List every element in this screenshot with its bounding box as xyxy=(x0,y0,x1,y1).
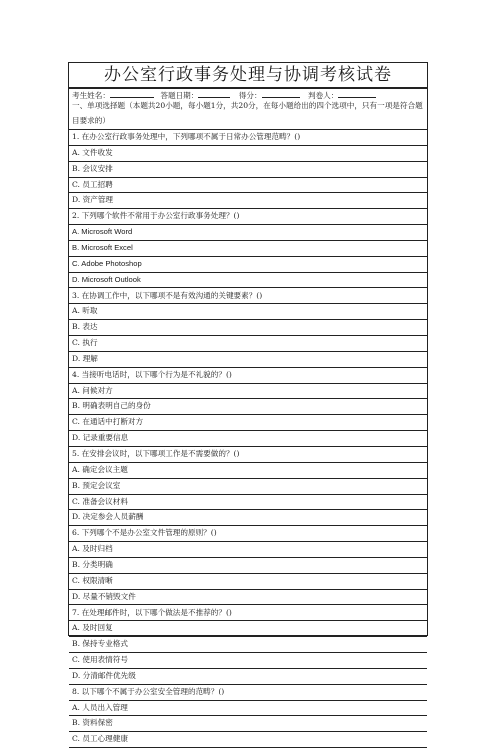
answer-option[interactable]: A. 及时归档 xyxy=(69,542,427,558)
question-stem: 1. 在办公室行政事务处理中，下列哪项不属于日常办公管理范畴？() xyxy=(69,130,427,146)
score-label: 得分： xyxy=(238,91,262,99)
grader-blank[interactable] xyxy=(338,88,376,98)
answer-option[interactable]: D. Microsoft Outlook xyxy=(69,273,427,289)
score-blank[interactable] xyxy=(262,88,300,98)
answer-option[interactable]: B. 保持专业格式 xyxy=(69,637,427,653)
answer-option[interactable]: C. 员工心理健康 xyxy=(69,732,427,748)
answer-option[interactable]: B. 会议安排 xyxy=(69,162,427,178)
question-stem: 5. 在安排会议时，以下哪项工作是不需要做的？() xyxy=(69,447,427,463)
answer-option[interactable]: D. 尽量不销毁文件 xyxy=(69,590,427,606)
date-blank[interactable] xyxy=(198,88,230,98)
answer-option[interactable]: A. 听取 xyxy=(69,304,427,320)
exam-paper xyxy=(68,62,428,744)
answer-option[interactable]: B. 预定会议室 xyxy=(69,479,427,495)
question-stem: 8. 以下哪个不属于办公室安全管理的范畴？() xyxy=(69,685,427,701)
answer-option[interactable]: B. 分类明确 xyxy=(69,558,427,574)
answer-option[interactable]: B. 明确表明自己的身份 xyxy=(69,399,427,415)
answer-option[interactable]: A. 及时回复 xyxy=(69,621,427,637)
answer-option[interactable]: C. 员工招聘 xyxy=(69,178,427,194)
name-blank[interactable] xyxy=(110,88,154,98)
answer-option[interactable]: A. 确定会议主题 xyxy=(69,463,427,479)
answer-option[interactable]: C. 在通话中打断对方 xyxy=(69,415,427,431)
answer-option[interactable]: B. Microsoft Excel xyxy=(69,241,427,257)
date-label: 答题日期： xyxy=(160,91,199,99)
answer-option[interactable]: B. 表达 xyxy=(69,320,427,336)
answer-option[interactable]: A. 文件收发 xyxy=(69,146,427,162)
question-stem: 2. 下列哪个软件不常用于办公室行政事务处理？() xyxy=(69,209,427,225)
answer-option[interactable]: B. 资料保密 xyxy=(69,716,427,732)
answer-option[interactable]: A. 人员出入管理 xyxy=(69,701,427,717)
answer-option[interactable]: C. Adobe Photoshop xyxy=(69,257,427,273)
answer-option[interactable]: A. Microsoft Word xyxy=(69,225,427,241)
question-stem: 3. 在协调工作中，以下哪项不是有效沟通的关键要素？() xyxy=(69,289,427,305)
answer-option[interactable]: C. 执行 xyxy=(69,336,427,352)
section-instructions: 一、单项选择题（本题共20小题，每小题1分，共20分，在每小题给出的四个选项中，只有一项是符合题目要求的） xyxy=(69,98,427,130)
answer-option[interactable]: C. 准备会议材料 xyxy=(69,495,427,511)
page-title: 办公室行政事务处理与协调考核试卷 xyxy=(69,63,427,88)
answer-option[interactable]: A. 问候对方 xyxy=(69,384,427,400)
answer-option[interactable]: D. 理解 xyxy=(69,352,427,368)
answer-option[interactable]: D. 资产管理 xyxy=(69,193,427,209)
answer-option[interactable]: C. 使用表情符号 xyxy=(69,653,427,669)
grader-label: 判卷人： xyxy=(307,91,339,99)
answer-option[interactable]: D. 分清邮件优先级 xyxy=(69,669,427,685)
name-label: 考生姓名： xyxy=(72,91,110,99)
answer-option[interactable]: D. 记录重要信息 xyxy=(69,431,427,447)
answer-option[interactable]: D. 决定参会人员薪酬 xyxy=(69,510,427,526)
question-stem: 4. 当接听电话时，以下哪个行为是不礼貌的？() xyxy=(69,368,427,384)
question-stem: 7. 在处理邮件时，以下哪个做法是不推荐的？() xyxy=(69,606,427,622)
answer-option[interactable]: C. 权限清晰 xyxy=(69,574,427,590)
question-stem: 6. 下列哪个不是办公室文件管理的原则？() xyxy=(69,526,427,542)
